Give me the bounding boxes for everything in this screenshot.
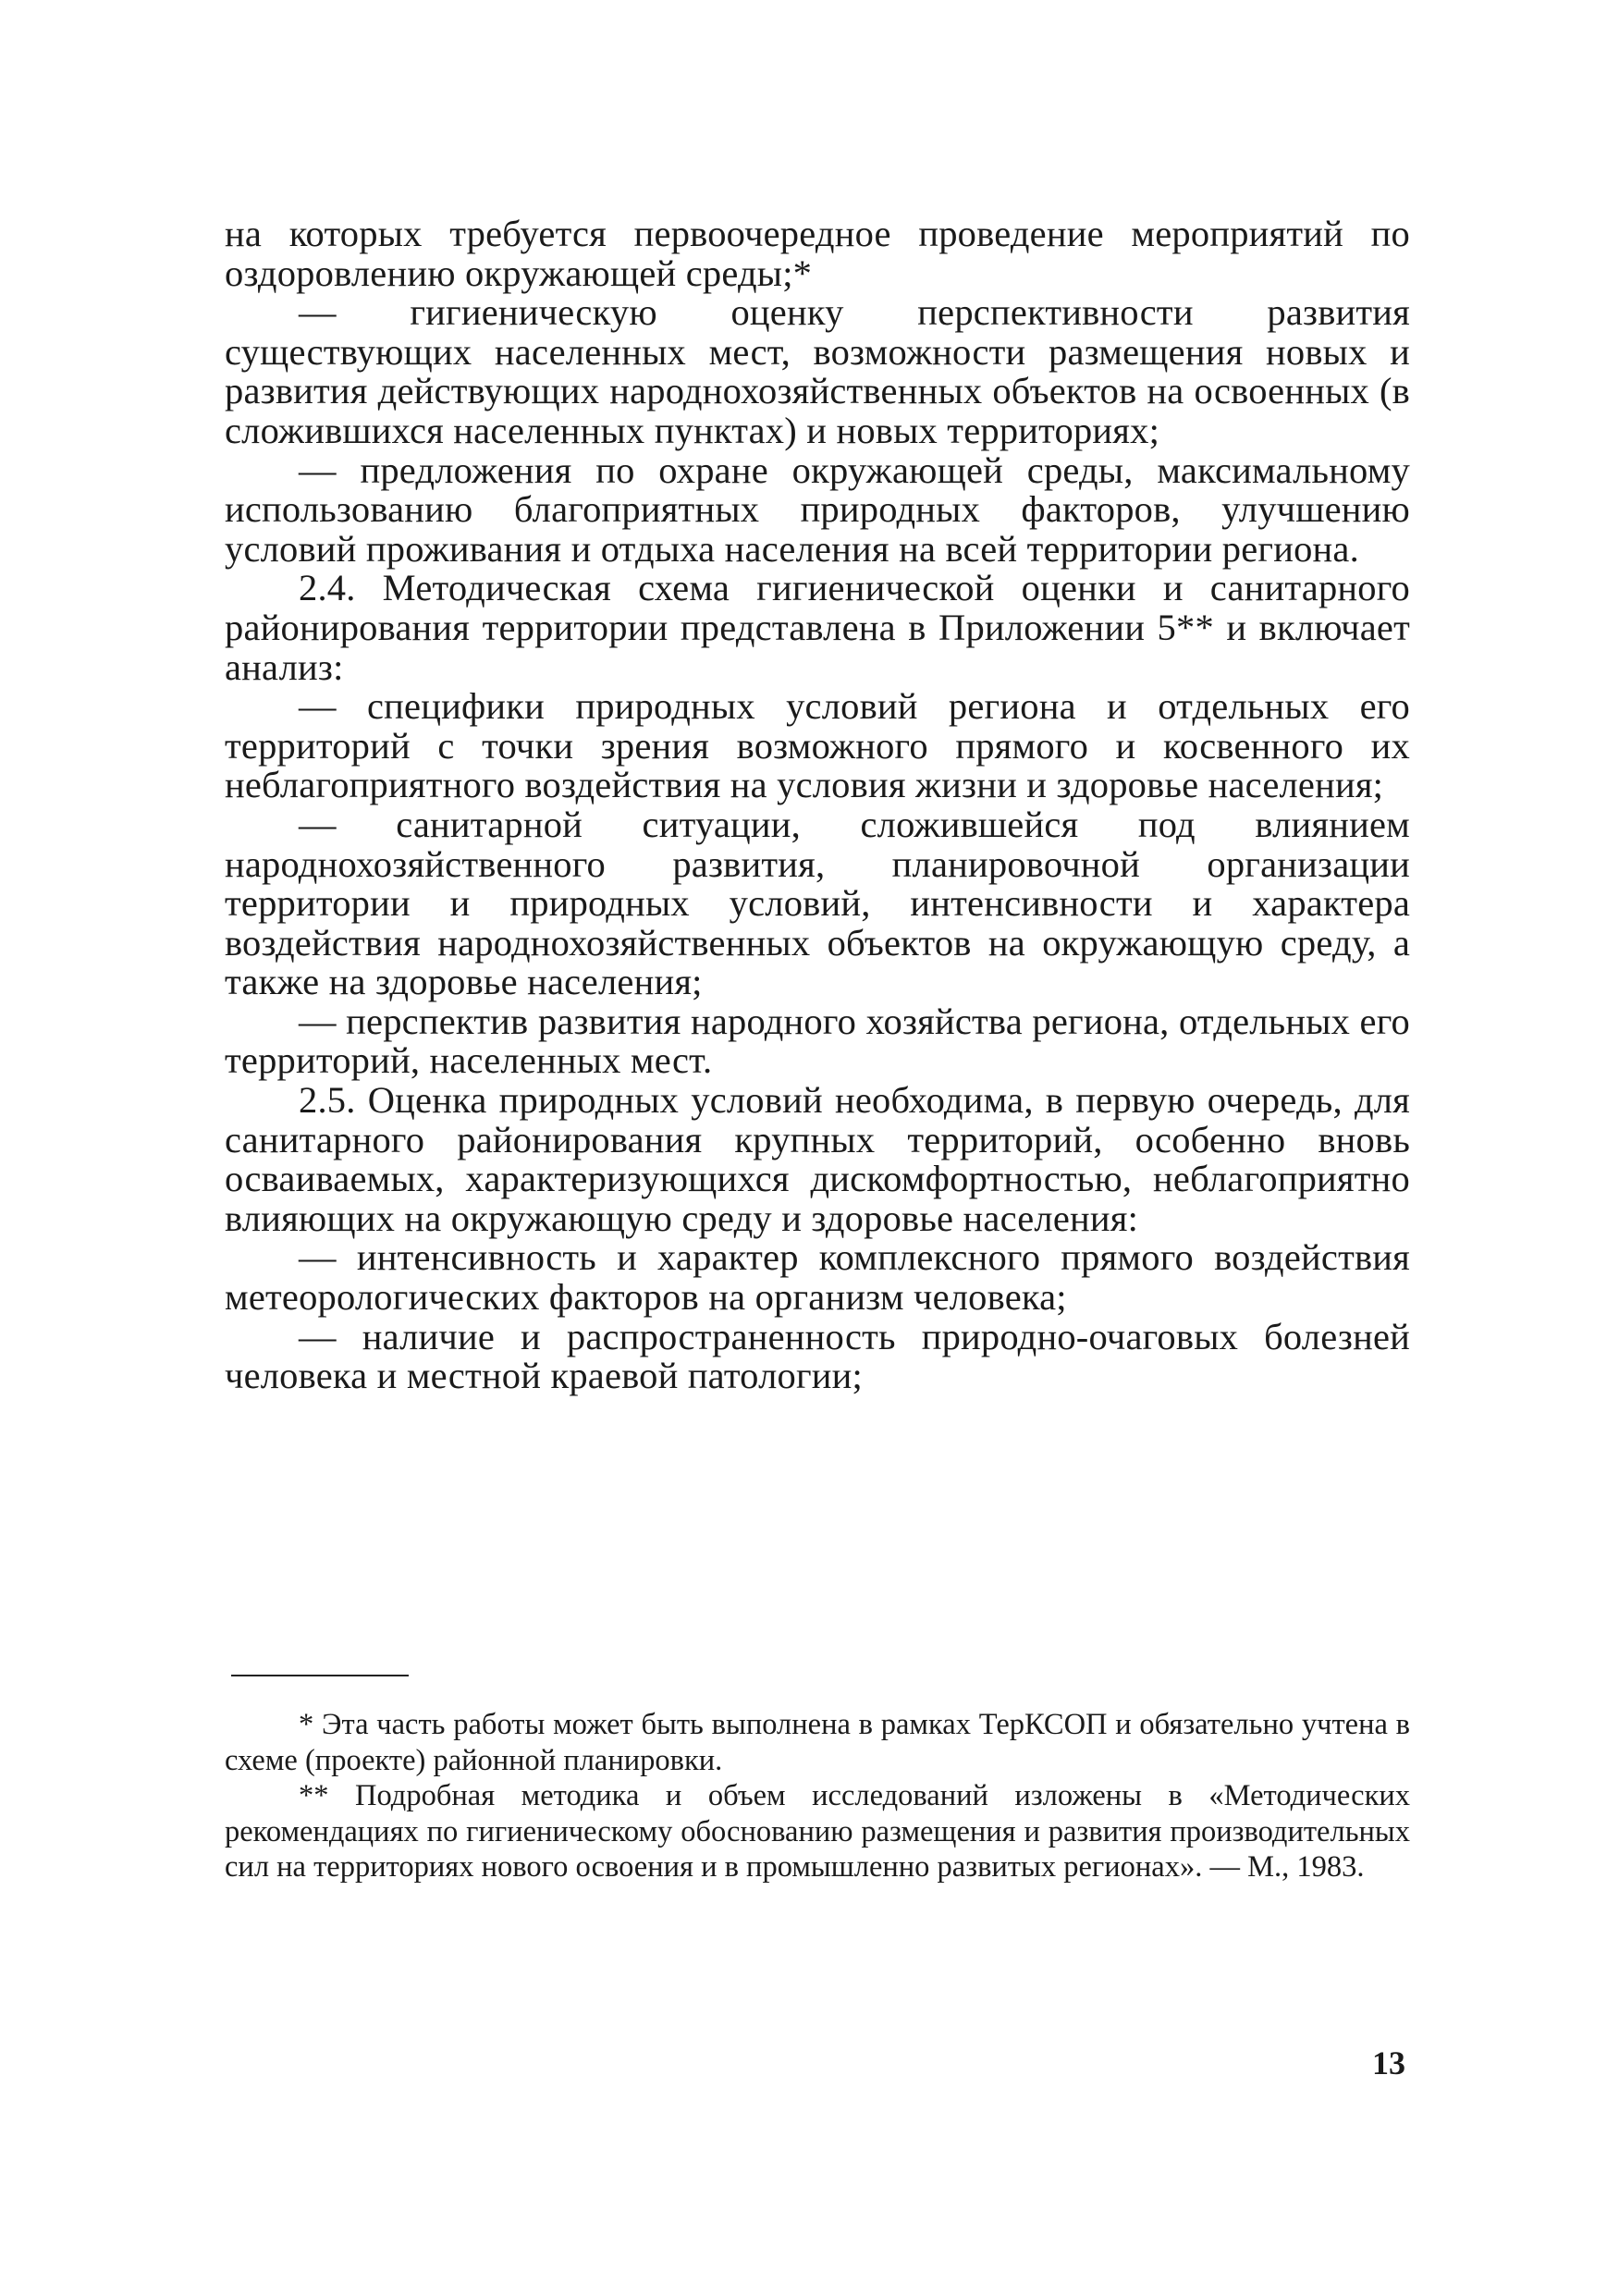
footnote-2: ** Подробная методика и объем исследований изложены в «Методических рекомендациях по гигиеническому обоснованию размещения и развития производительных сил на территориях нового освоения и в промышленно развитых регионах». — М., 1983. xyxy=(225,1779,1410,1884)
footnotes xyxy=(225,1707,1410,1885)
list-item-natural-conditions: — специфики природных условий региона и отдельных его территорий с точки зрения возможного прямого и косвенного их неблагоприятного воздействия на условия жизни и здоровье населения; xyxy=(225,685,1410,806)
footnote-1: * Эта часть работы может быть выполнена в рамках ТерКСОП и обязательно учтена в схеме (проекте) районной планировки. xyxy=(225,1708,1410,1777)
list-item-natural-focal-diseases: — наличие и распространенность природно-очаговых болезней человека и местной краевой патологии; xyxy=(225,1315,1410,1397)
list-item-development-prospects: — перспектив развития народного хозяйства региона, отдельных его территорий, населенных мест. xyxy=(225,1000,1410,1082)
list-item-meteorological-factors: — интенсивность и характер комплексного прямого воздействия метеорологических факторов на организм человека; xyxy=(225,1236,1410,1319)
list-item-environment-proposals: — предложения по охране окружающей среды, максимальному использованию благоприятных природных факторов, улучшению условий проживания и отдыха населения на всей территории региона. xyxy=(225,448,1410,570)
section-2-4-paragraph: 2.4. Методическая схема гигиенической оценки и санитарного районирования территории представлена в Приложении 5** и включает анализ: xyxy=(225,567,1410,688)
page-number: 13 xyxy=(1372,2044,1405,2081)
section-2-5-paragraph: 2.5. Оценка природных условий необходима, в первую очередь, для санитарного районирования крупных территорий, особенно вновь осваиваемых, характеризующихся дискомфортностью, неблагоприятно влияющих на окружающую среду и здоровье населения: xyxy=(225,1079,1410,1239)
main-text xyxy=(225,215,1410,1396)
paragraph-continuation: на которых требуется первоочередное проведение мероприятий по оздоровлению окружающей среды;* xyxy=(225,213,1410,294)
list-item-sanitary-situation: — санитарной ситуации, сложившейся под влиянием народнохозяйственного развития, планировочной организации территории и природных условий, интенсивности и характера воздействия народнохозяйственных объектов на окружающую среду, а также на здоровье населения; xyxy=(225,803,1410,1003)
footnote-divider xyxy=(231,1675,409,1676)
list-item-hygienic-assessment: — гигиеническую оценку перспективности развития существующих населенных мест, возможности размещения новых и развития действующих народнохозяйственных объектов на освоенных (в сложившихся населенных пунктах) и новых территориях; xyxy=(225,291,1410,451)
